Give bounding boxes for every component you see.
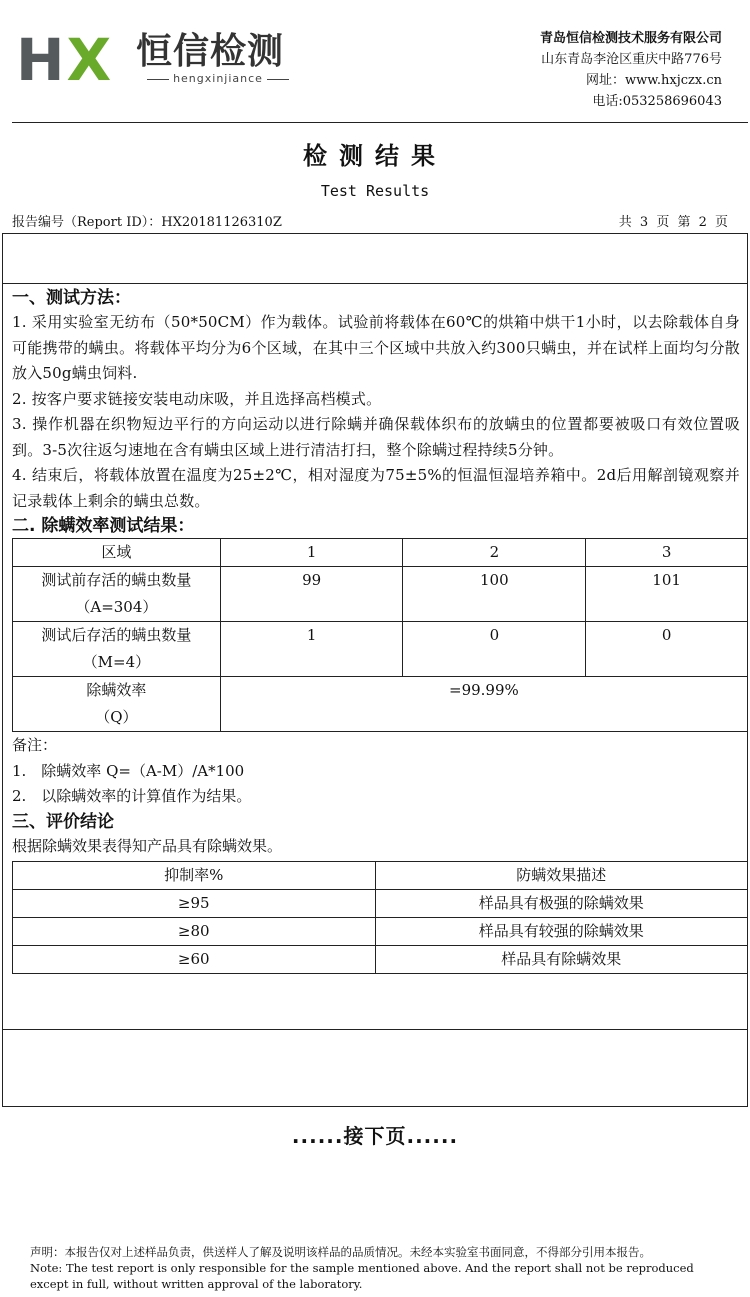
method-step-4: 4. 结束后，将载体放置在温度为25±2℃，相对湿度为75±5%的恒温恒湿培养箱中。2d后用解剖镜观察并记录载体上剩余的螨虫总数。 xyxy=(12,466,740,510)
row-label-before: 测试前存活的螨虫数量 （A=304） xyxy=(13,567,221,622)
company-info xyxy=(540,28,722,112)
table-row xyxy=(13,677,748,732)
table-cell: 1 xyxy=(220,622,403,677)
method-step-2: 2. 按客户要求链接安装电动床吸，并且选择高档模式。 xyxy=(12,389,382,408)
header-divider xyxy=(12,122,748,123)
table-row xyxy=(13,539,748,567)
table-row xyxy=(13,890,748,918)
header-cell-area: 区域 xyxy=(13,539,221,567)
method-step-1: 1. 采用实验室无纺布（50*50CM）作为载体。试验前将载体在60℃的烘箱中烘干1小时，以去除载体自身可能携带的螨虫。将载体平均分为6个区域，在其中三个区域中共放入约300只螨虫，并在试样上面均匀分散放入50g螨虫饲料. xyxy=(12,313,740,382)
logo-mark: HX xyxy=(16,26,114,94)
table-cell: 101 xyxy=(586,567,748,622)
section-heading-test-method: 一、测试方法： xyxy=(12,288,131,308)
results-table xyxy=(12,538,748,732)
conclusion-text: 根据除螨效果表得知产品具有除螨效果。 xyxy=(12,836,283,855)
table-cell: 0 xyxy=(586,622,748,677)
disclaimer-footer xyxy=(30,1244,730,1292)
table-row xyxy=(13,918,748,946)
method-step-3: 3. 操作机器在织物短边平行的方向运动以进行除螨并确保载体织布的放螨虫的位置都要被吸口有效位置吸到。3-5次往返匀速地在含有螨虫区域上进行清洁打扫，整个除螨过程持续5分钟。 xyxy=(12,415,740,459)
continued-next-page: ......接下页...... xyxy=(291,1124,459,1148)
company-logo xyxy=(16,28,306,92)
document-title: 检测结果 xyxy=(303,142,447,170)
header-cell-effect-description: 防螨效果描述 xyxy=(375,862,747,890)
logo-pinyin: hengxinjiance xyxy=(134,72,302,85)
frame-top-divider xyxy=(2,283,748,284)
header-cell-zone-2: 2 xyxy=(403,539,586,567)
header-cell-zone-3: 3 xyxy=(586,539,748,567)
evaluation-table xyxy=(12,861,748,974)
table-cell: 样品具有较强的除螨效果 xyxy=(375,918,747,946)
efficiency-value: =99.99% xyxy=(220,677,747,732)
table-row xyxy=(13,622,748,677)
table-cell: 99 xyxy=(220,567,403,622)
header-cell-zone-1: 1 xyxy=(220,539,403,567)
table-row xyxy=(13,946,748,974)
header-cell-inhibition-rate: 抑制率% xyxy=(13,862,376,890)
notes-label: 备注： xyxy=(12,736,58,754)
page-number: 共 3 页 第 2 页 xyxy=(618,215,728,230)
company-phone: 电话:053258696043 xyxy=(592,94,722,109)
logo-chinese-name: 恒信检测 xyxy=(136,31,285,72)
table-cell: ≥60 xyxy=(13,946,376,974)
section-heading-results: 二. 除螨效率测试结果： xyxy=(12,516,195,536)
company-name: 青岛恒信检测技术服务有限公司 xyxy=(539,31,722,46)
table-cell: 100 xyxy=(403,567,586,622)
frame-bottom-divider xyxy=(2,1029,748,1030)
note-1: 1. 除螨效率 Q=（A-M）/A*100 xyxy=(12,761,245,780)
note-2: 2. 以除螨效率的计算值作为结果。 xyxy=(12,787,252,805)
row-label-after: 测试后存活的螨虫数量 （M=4） xyxy=(13,622,221,677)
company-address: 山东青岛李沧区重庆中路776号 xyxy=(541,52,722,67)
table-cell: ≥95 xyxy=(13,890,376,918)
report-id: 报告编号（Report ID）：HX20181126310Z xyxy=(12,215,282,230)
document-subtitle: Test Results xyxy=(320,182,430,200)
disclaimer-chinese: 声明：本报告仅对上述样品负责，供送样人了解及说明该样品的品质情况。未经本实验室书面同意，不得部分引用本报告。 xyxy=(30,1245,651,1259)
disclaimer-english: Note: The test report is only responsible for the sample mentioned above. And the report shall not be reproduced except in full, without written approval of the laboratory. xyxy=(30,1261,694,1291)
row-label-efficiency: 除螨效率 （Q） xyxy=(13,677,221,732)
table-row xyxy=(13,567,748,622)
table-cell: 0 xyxy=(403,622,586,677)
company-website: 网址：www.hxjczx.cn xyxy=(586,73,722,88)
table-cell: ≥80 xyxy=(13,918,376,946)
table-cell: 样品具有除螨效果 xyxy=(375,946,747,974)
table-cell: 样品具有极强的除螨效果 xyxy=(375,890,747,918)
report-content xyxy=(12,286,740,974)
section-heading-conclusion: 三、评价结论 xyxy=(12,811,114,832)
table-row xyxy=(13,862,748,890)
